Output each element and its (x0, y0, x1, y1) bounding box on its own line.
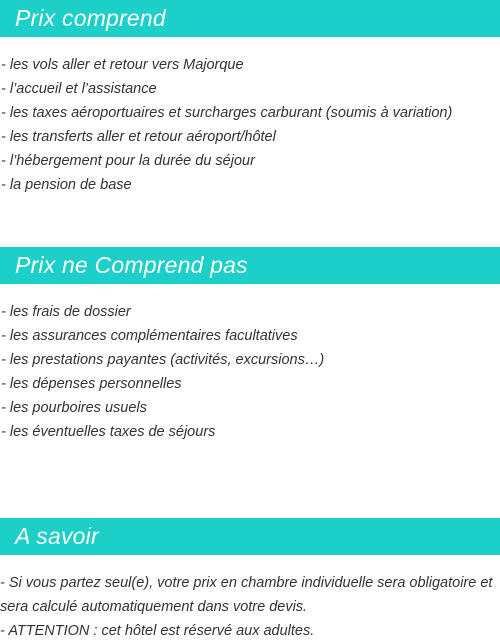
section-header-prix-ne-comprend-pas (0, 247, 500, 284)
list-item: - les pourboires usuels (1, 400, 147, 416)
section-header-a-savoir (0, 518, 500, 555)
section-title: A savoir (15, 523, 99, 549)
included-list (1, 53, 499, 197)
list-item: - la pension de base (1, 177, 132, 193)
list-item: - les transferts aller et retour aéroport/hôtel (1, 129, 276, 145)
list-item: - les vols aller et retour vers Majorque (1, 57, 244, 73)
list-item: - les éventuelles taxes de séjours (1, 424, 216, 440)
list-item: - les dépenses personnelles (1, 376, 182, 392)
info-paragraph: - Si vous partez seul(e), votre prix en chambre individuelle sera obligatoire et sera calculé automatiquement dans votre devis. (0, 575, 493, 615)
section-header-prix-comprend (0, 0, 500, 37)
list-item: - les assurances complémentaires facultatives (1, 328, 298, 344)
not-included-list (1, 300, 499, 444)
info-paragraph: - ATTENTION : cet hôtel est réservé aux adultes. (0, 623, 315, 639)
section-title: Prix comprend (15, 5, 166, 31)
list-item: - les taxes aéroportuaires et surcharges carburant (soumis à variation) (1, 105, 453, 121)
list-item: - les frais de dossier (1, 304, 131, 320)
list-item: - l’hébergement pour la durée du séjour (1, 153, 255, 169)
list-item: - l’accueil et l’assistance (1, 81, 157, 97)
section-title: Prix ne Comprend pas (15, 252, 248, 278)
list-item: - les prestations payantes (activités, excursions…) (1, 352, 325, 368)
